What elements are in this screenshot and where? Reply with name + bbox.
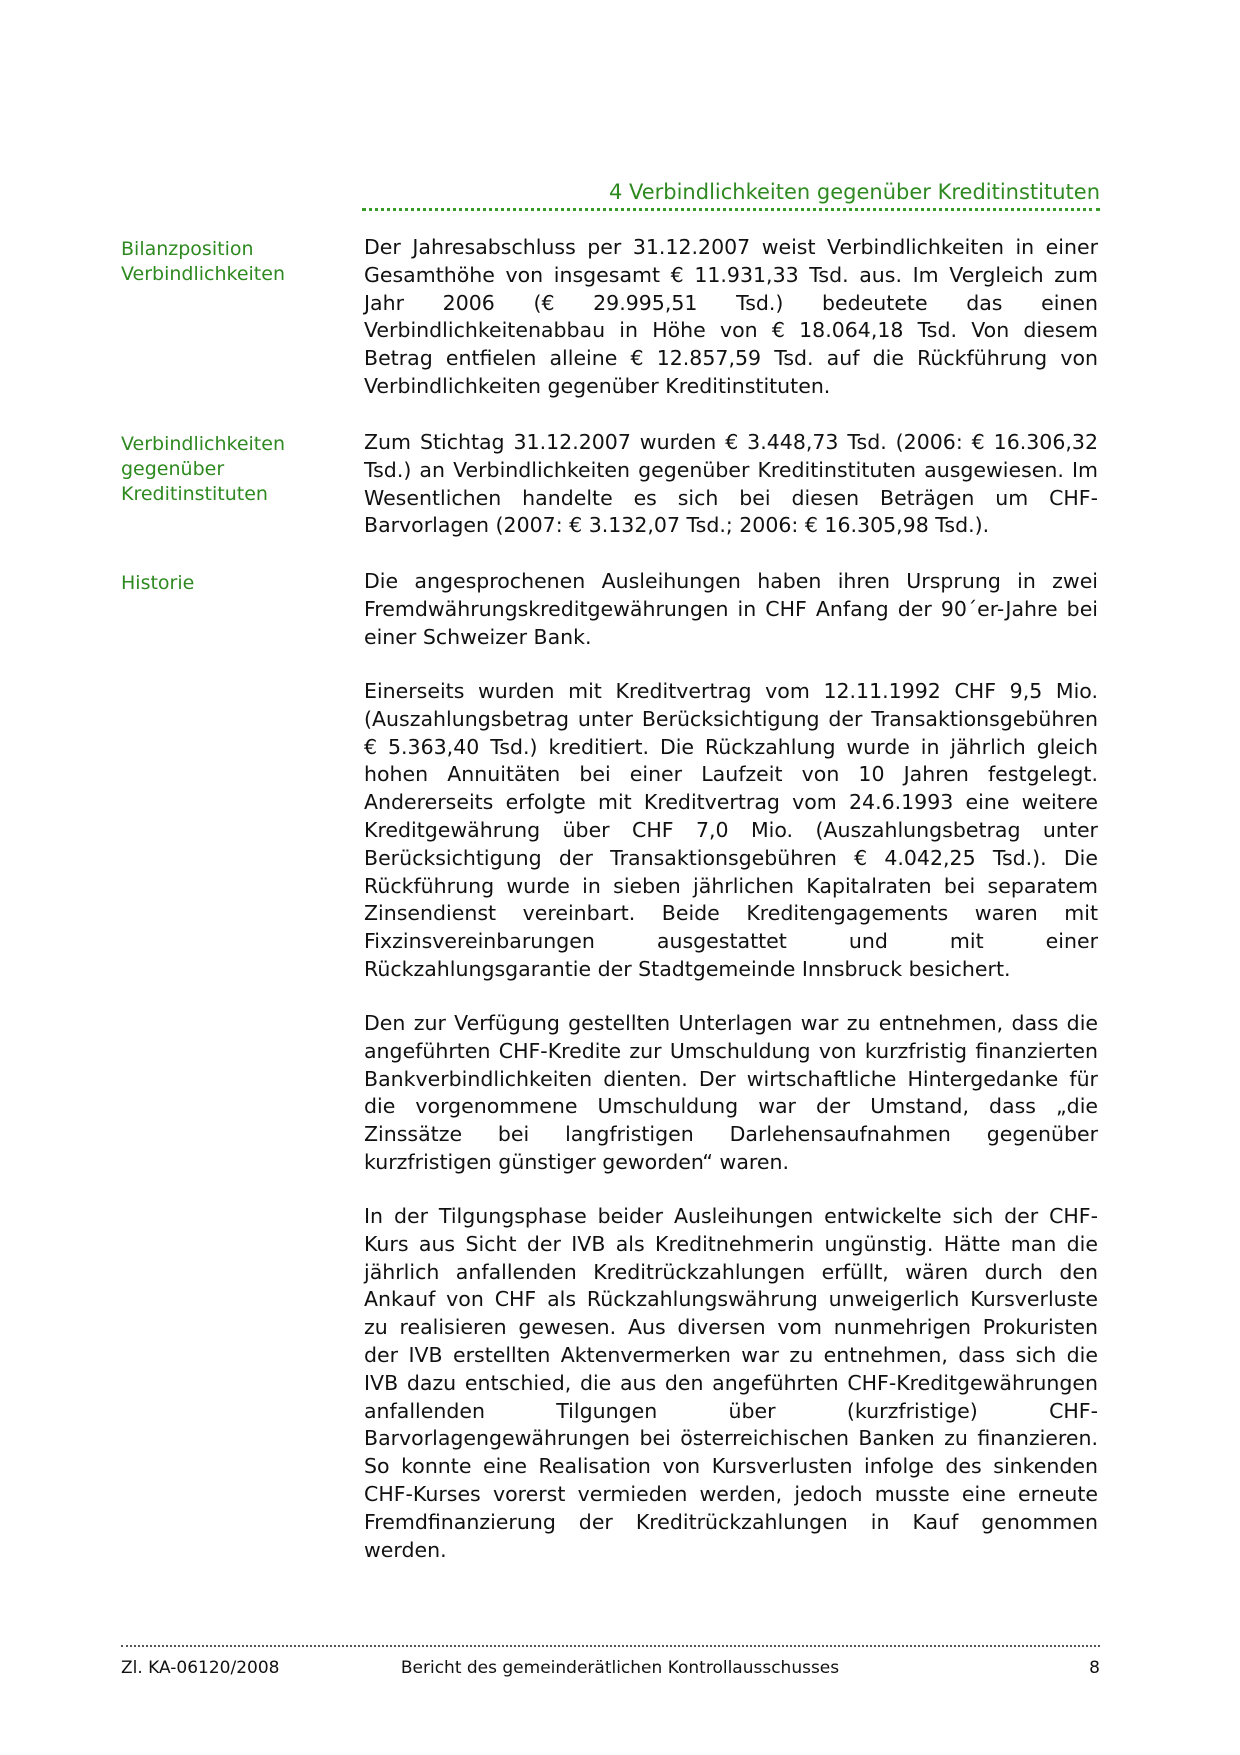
footer-report-title: Bericht des gemeinderätlichen Kontrollausschusses xyxy=(400,1658,840,1678)
margin-label-line: Bilanzposition xyxy=(121,238,254,260)
margin-label-bilanzposition xyxy=(121,237,321,287)
page-number: 8 xyxy=(1089,1658,1100,1678)
margin-label-line: gegenüber xyxy=(121,458,225,480)
footer-reference: Zl. KA-06120/2008 xyxy=(121,1658,280,1678)
margin-label-line: Verbindlichkeiten xyxy=(121,433,285,455)
chapter-title: 4 Verbindlichkeiten gegenüber Kreditinstituten xyxy=(608,180,1100,204)
margin-label-line: Verbindlichkeiten xyxy=(121,263,285,285)
paragraph-ursprung: Die angesprochenen Ausleihungen haben ihren Ursprung in zwei Fremdwährungskreditgewährungen in CHF Anfang der 90´er-Jahre bei einer Schweizer Bank. xyxy=(364,569,1098,649)
paragraph-tilgungsphase: In der Tilgungsphase beider Ausleihungen entwickelte sich der CHF-Kurs aus Sicht der IVB als Kreditnehmerin ungünstig. Hätte man die jährlich anfallenden Kreditrückzahlungen erfüllt, wären durch den Ankauf von CHF als Rückzahlungswährung unweigerlich Kursverluste zu realisieren gewesen. Aus diversen vom nunmehrigen Prokuristen der IVB erstellten Aktenvermerken war zu entnehmen, dass sich die IVB dazu entschied, die aus den angeführten CHF-Kreditgewährungen anfallenden Tilgungen über (kurzfristige) CHF-Barvorlagengewährungen bei österreichischen Banken zu finanzieren. So konnte eine Realisation von Kursverlusten infolge des sinkenden CHF-Kurses vorerst vermieden werden, jedoch musste eine erneute Fremdfinanzierung der Kreditrückzahlungen in Kauf genommen werden. xyxy=(364,1204,1098,1562)
margin-label-line: Kreditinstituten xyxy=(121,483,268,505)
paragraph-umschuldung: Den zur Verfügung gestellten Unterlagen war zu entnehmen, dass die angeführten CHF-Kredite zur Umschuldung von kurzfristig finanzierten Bankverbindlichkeiten dienten. Der wirtschaftliche Hintergedanke für die vorgenommene Umschuldung war der Umstand, dass „die Zinssätze bei langfristigen Darlehensaufnahmen gegenüber kurzfristigen günstiger geworden“ waren. xyxy=(364,1011,1098,1174)
paragraph-jahresabschluss: Der Jahresabschluss per 31.12.2007 weist Verbindlichkeiten in einer Gesamthöhe von insgesamt € 11.931,33 Tsd. aus. Im Vergleich zum Jahr 2006 (€ 29.995,51 Tsd.) bedeutete das einen Verbindlichkeitenabbau in Höhe von € 18.064,18 Tsd. Von diesem Betrag entfielen alleine € 12.857,59 Tsd. auf die Rückführung von Verbindlichkeiten gegenüber Kreditinstituten. xyxy=(364,235,1098,398)
margin-label-kreditinstitute xyxy=(121,432,321,507)
margin-label-historie xyxy=(121,571,321,596)
margin-label-line: Historie xyxy=(121,572,195,594)
footer-divider xyxy=(121,1645,1100,1647)
chapter-divider xyxy=(362,208,1100,211)
paragraph-kreditvertraege: Einerseits wurden mit Kreditvertrag vom 12.11.1992 CHF 9,5 Mio. (Auszahlungsbetrag unter Berücksichtigung der Transaktionsgebühren € 5.363,40 Tsd.) kreditiert. Die Rückzahlung wurde in jährlich gleich hohen Annuitäten bei einer Laufzeit von 10 Jahren festgelegt. Andererseits erfolgte mit Kreditvertrag vom 24.6.1993 eine weitere Kreditgewährung über CHF 7,0 Mio. (Auszahlungsbetrag unter Berücksichtigung der Transaktionsgebühren € 4.042,25 Tsd.). Die Rückführung wurde in sieben jährlichen Kapitalraten bei separatem Zinsendienst vereinbart. Beide Kreditengagements waren mit Fixzinsvereinbarungen ausgestattet und mit einer Rückzahlungsgarantie der Stadtgemeinde Innsbruck besichert. xyxy=(364,679,1098,981)
paragraph-stichtag: Zum Stichtag 31.12.2007 wurden € 3.448,73 Tsd. (2006: € 16.306,32 Tsd.) an Verbindlichkeiten gegenüber Kreditinstituten ausgewiesen. Im Wesentlichen handelte es sich bei diesen Beträgen um CHF-Barvorlagen (2007: € 3.132,07 Tsd.; 2006: € 16.305,98 Tsd.). xyxy=(364,430,1098,538)
